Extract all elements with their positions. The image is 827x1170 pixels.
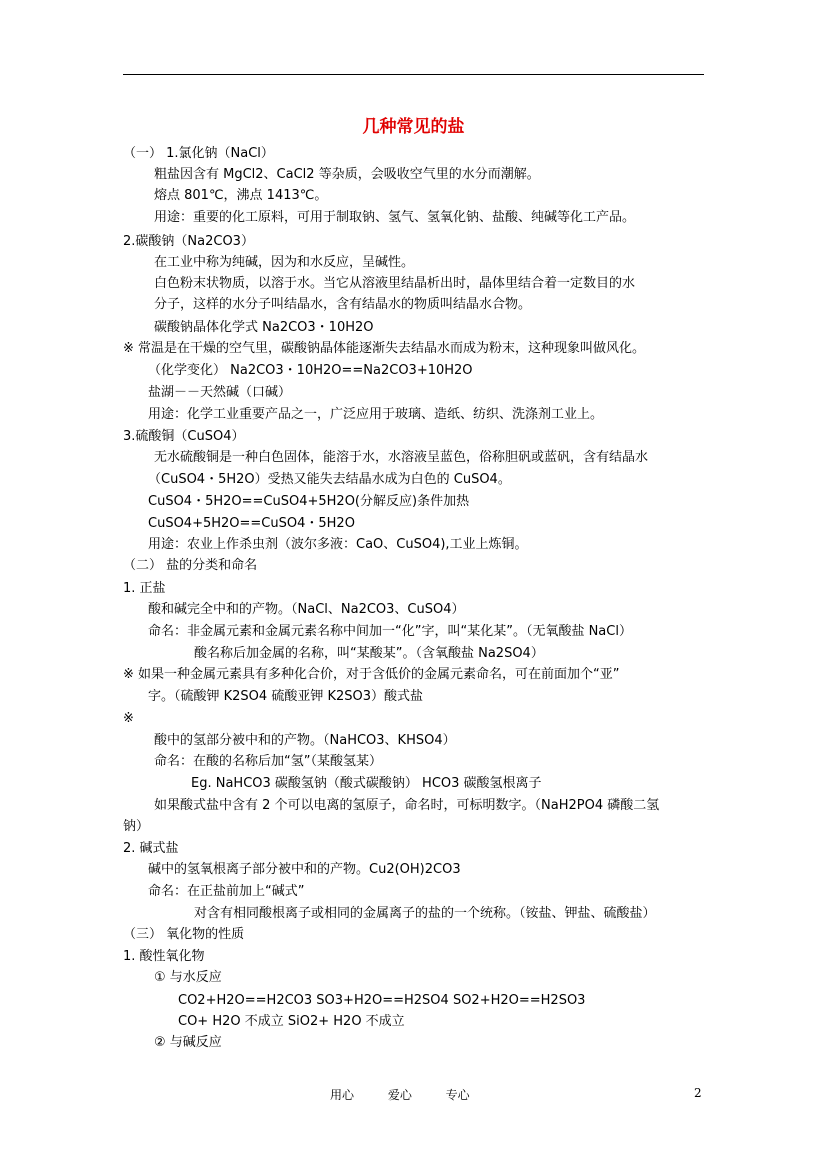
text-line: 命名：在正盐前加上“碱式” (148, 884, 305, 899)
text-line: CuSO4・5H2O==CuSO4+5H2O(分解反应)条件加热 (148, 494, 470, 509)
text-line: 字。（硫酸钾 K2SO4 硫酸亚钾 K2SO3）酸式盐 (148, 689, 423, 704)
text-line: CO+ H2O 不成立 SiO2+ H2O 不成立 (178, 1014, 405, 1029)
text-line: 1. 酸性氧化物 (123, 949, 205, 964)
text-line: CuSO4+5H2O==CuSO4・5H2O (148, 516, 355, 531)
text-line: 命名：在酸的名称后加“氢”（某酸氢某） (154, 754, 382, 769)
text-line: ※ 如果一种金属元素具有多种化合价，对于含低价的金属元素命名，可在前面加个“亚” (123, 667, 620, 682)
text-line: ② 与碱反应 (154, 1035, 222, 1050)
text-line: 粗盐因含有 MgCl2、CaCl2 等杂质，会吸收空气里的水分而潮解。 (154, 167, 540, 182)
text-line: 对含有相同酸根离子或相同的金属离子的盐的一个统称。（铵盐、钾盐、硫酸盐） (194, 906, 656, 921)
text-line: 用途：重要的化工原料，可用于制取钠、氢气、氢氧化钠、盐酸、纯碱等化工产品。 (154, 210, 636, 225)
text-line: ※ 常温是在干燥的空气里，碳酸钠晶体能逐渐失去结晶水而成为粉末，这种现象叫做风化。 (123, 341, 646, 356)
text-line: 碱中的氢氧根离子部分被中和的产物。Cu2(OH)2CO3 (148, 862, 461, 877)
text-line: 白色粉末状物质，以溶于水。当它从溶液里结晶析出时，晶体里结合着一定数目的水 (154, 276, 636, 291)
text-line: ※ (123, 711, 134, 726)
text-line: （一） 1.氯化钠（NaCl） (123, 146, 274, 161)
text-line: 钠） (123, 819, 150, 834)
text-line: 无水硫酸铜是一种白色固体，能溶于水，水溶液呈蓝色，俗称胆矾或蓝矾，含有结晶水 (154, 450, 649, 465)
text-line: ① 与水反应 (154, 970, 222, 985)
text-line: （化学变化） Na2CO3・10H2O==Na2CO3+10H2O (148, 363, 473, 378)
text-line: 在工业中称为纯碱，因为和水反应，呈碱性。 (154, 255, 415, 270)
text-line: 酸和碱完全中和的产物。（NaCl、Na2CO3、CuSO4） (148, 602, 465, 617)
text-line: （二） 盐的分类和命名 (123, 558, 258, 573)
text-line: 碳酸钠晶体化学式 Na2CO3・10H2O (154, 320, 374, 335)
text-line: 命名：非金属元素和金属元素名称中间加一“化”字，叫“某化某”。（无氧酸盐 NaCl） (148, 624, 632, 639)
text-line: CO2+H2O==H2CO3 SO3+H2O==H2SO4 SO2+H2O==H2SO3 (178, 993, 586, 1008)
text-line: 酸中的氢部分被中和的产物。（NaHCO3、KHSO4） (154, 733, 456, 748)
text-line: 2.碳酸钠（Na2CO3） (123, 234, 254, 249)
text-line: （CuSO4・5H2O）受热又能失去结晶水成为白色的 CuSO4。 (148, 472, 511, 487)
text-line: 分子，这样的水分子叫结晶水，含有结晶水的物质叫结晶水合物。 (154, 297, 532, 312)
page-title: 几种常见的盐 (362, 117, 465, 137)
footer-motto: 用心 爱心 专心 (330, 1088, 470, 1102)
text-line: 熔点 801℃，沸点 1413℃。 (154, 188, 328, 203)
text-line: 用途：化学工业重要产品之一，广泛应用于玻璃、造纸、纺织、洗涤剂工业上。 (148, 407, 604, 422)
text-line: 1. 正盐 (123, 581, 166, 596)
text-line: 盐湖－－天然碱（口碱） (148, 385, 292, 400)
text-line: 3.硫酸铜（CuSO4） (123, 429, 245, 444)
text-line: 如果酸式盐中含有 2 个可以电离的氢原子，命名时，可标明数字。（NaH2PO4 磷酸二氢 (154, 798, 660, 813)
text-line: 用途：农业上作杀虫剂（波尔多液：CaO、CuSO4),工业上炼铜。 (148, 537, 528, 552)
text-line: （三） 氧化物的性质 (123, 927, 245, 942)
header-rule (123, 74, 704, 75)
text-line: 2. 碱式盐 (123, 841, 179, 856)
text-line: 酸名称后加金属的名称，叫“某酸某”。（含氧酸盐 Na2SO4） (194, 646, 544, 661)
text-line: Eg. NaHCO3 碳酸氢钠（酸式碳酸钠） HCO3 碳酸氢根离子 (191, 776, 542, 791)
page-number: 2 (694, 1086, 702, 1100)
